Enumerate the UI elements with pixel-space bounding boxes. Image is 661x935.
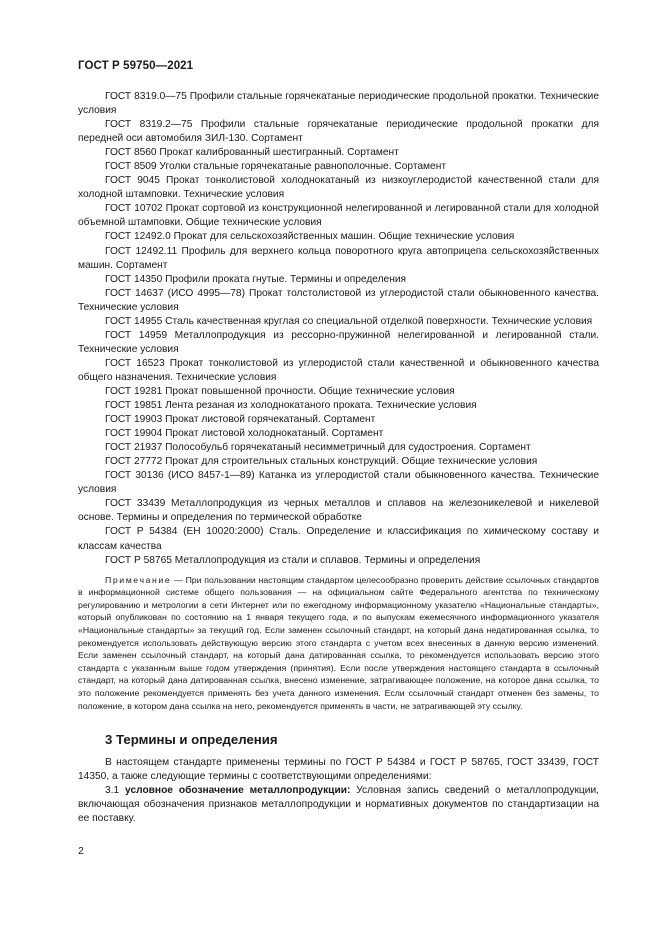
reference-item: ГОСТ Р 58765 Металлопродукция из стали и сплавов. Термины и определения xyxy=(105,554,481,566)
reference-item: ГОСТ 19281 Прокат повышенной прочности. Общие технические условия xyxy=(105,385,455,397)
reference-item: ГОСТ 8560 Прокат калиброванный шестигранный. Сортамент xyxy=(105,147,399,159)
note-dash: — xyxy=(171,574,186,585)
reference-item: ГОСТ 19851 Лента резаная из холоднокатаного проката. Технические условия xyxy=(105,400,477,412)
reference-item: ГОСТ 33439 Металлопродукция из черных металлов и сплавов на железоникелевой и никелевой основе. Термины и определения по термической обработке xyxy=(78,498,599,524)
reference-item: ГОСТ Р 54384 (ЕН 10020:2000) Сталь. Определение и классификация по химическому составу и классам качества xyxy=(78,526,599,552)
reference-item: ГОСТ 19904 Прокат листовой холоднокатаный. Сортамент xyxy=(105,428,384,440)
reference-item: ГОСТ 9045 Прокат тонколистовой холоднокатаный из низкоуглеродистой качественной стали для холодной штамповки. Технические условия xyxy=(78,175,599,201)
reference-item: ГОСТ 14959 Металлопродукция из рессорно-пружинной нелегированной и легированной стали. Технические условия xyxy=(78,329,599,355)
reference-item: ГОСТ 10702 Прокат сортовой из конструкционной нелегированной и легированной стали для холодной объемной штамповки. Общие технические условия xyxy=(78,203,599,229)
reference-item: ГОСТ 12492.0 Прокат для сельскохозяйственных машин. Общие технические условия xyxy=(105,231,515,243)
reference-item: ГОСТ 8509 Уголки стальные горячекатаные равнополочные. Сортамент xyxy=(105,161,447,173)
section-intro-paragraph: В настоящем стандарте применены термины по ГОСТ Р 54384 и ГОСТ Р 58765, ГОСТ 33439, ГОСТ 14350, а также следующие термины с соответствующими определениями: xyxy=(78,757,599,783)
term-definition-paragraph xyxy=(78,784,599,826)
reference-item: ГОСТ 14350 Профили проката гнутые. Термины и определения xyxy=(105,273,407,285)
note-label: Примечание xyxy=(105,574,172,585)
term-definition: Условная запись сведений о металлопродукции, включающая обозначения признаков металлопродукции и нормативных документов по стандартизации на ее поставку. xyxy=(78,785,599,825)
reference-item: ГОСТ 19903 Прокат листовой горячекатаный. Сортамент xyxy=(105,414,376,426)
reference-item: ГОСТ 14955 Сталь качественная круглая со специальной отделкой поверхности. Технические условия xyxy=(105,315,593,327)
reference-item: ГОСТ 16523 Прокат тонколистовой из углеродистой стали качественной и обыкновенного качества общего назначения. Технические условия xyxy=(78,357,599,383)
reference-item: ГОСТ 12492.11 Профиль для верхнего кольца поворотного круга автоприцепа сельскохозяйственных машин. Сортамент xyxy=(78,245,599,271)
reference-item: ГОСТ 14637 (ИСО 4995—78) Прокат толстолистовой из углеродистой стали обыкновенного качества. Технические условия xyxy=(78,287,599,313)
section-heading: 3 Термины и определения xyxy=(105,732,278,748)
reference-item: ГОСТ 8319.2—75 Профили стальные горячекатаные периодические продольной прокатки для передней оси автомобиля ЗИЛ-130. Сортамент xyxy=(78,119,599,145)
reference-item: ГОСТ 27772 Прокат для строительных стальных конструкций. Общие технические условия xyxy=(105,456,538,468)
reference-item: ГОСТ 21937 Полособульб горячекатаный несимметричный для судостроения. Сортамент xyxy=(105,442,531,454)
reference-item: ГОСТ 8319.0—75 Профили стальные горячекатаные периодические продольной прокатки. Технические условия xyxy=(78,91,599,117)
normative-references-list xyxy=(78,90,599,568)
note-text: При пользовании настоящим стандартом целесообразно проверить действие ссылочных стандартов в информационной системе общего пользования — на официальном сайте Федерального агентства по техническому регулированию и метрологии в сети Интернет или по ежегодному информационному указателю «Национальные стандарты», который опубликован по состоянию на 1 января текущего года, и по выпускам ежемесячного информационного указателя «Национальные стандарты» за текущий год. Если заменен ссылочный стандарт, на который дана недатированная ссылка, то рекомендуется использовать действующую версию этого стандарта с учетом всех внесенных в данную версию изменений. Если заменен ссылочный стандарт, на который дана датированная ссылка, то рекомендуется использовать версию этого стандарта с указанным выше годом утверждения (принятия). Если после утверждения настоящего стандарта в ссылочный стандарт, на который дана датированная ссылка, внесено изменение, затрагивающее положение, на которое дана ссылка, то это положение рекомендуется применять без учета данного изменения. Если ссылочный стандарт отменен без замены, то положение, в котором дана ссылка на него, рекомендуется применять в части, не затрагивающей эту ссылку. xyxy=(78,574,599,711)
term-name: условное обозначение металлопродукции: xyxy=(125,785,351,797)
references-note xyxy=(78,574,599,713)
reference-item: ГОСТ 30136 (ИСО 8457-1—89) Катанка из углеродистой стали обыкновенного качества. Технические условия xyxy=(78,470,599,496)
page-header-standard-number: ГОСТ Р 59750—2021 xyxy=(78,60,194,72)
page-number: 2 xyxy=(78,845,84,857)
term-number: 3.1 xyxy=(105,785,126,797)
document-body xyxy=(78,90,599,826)
